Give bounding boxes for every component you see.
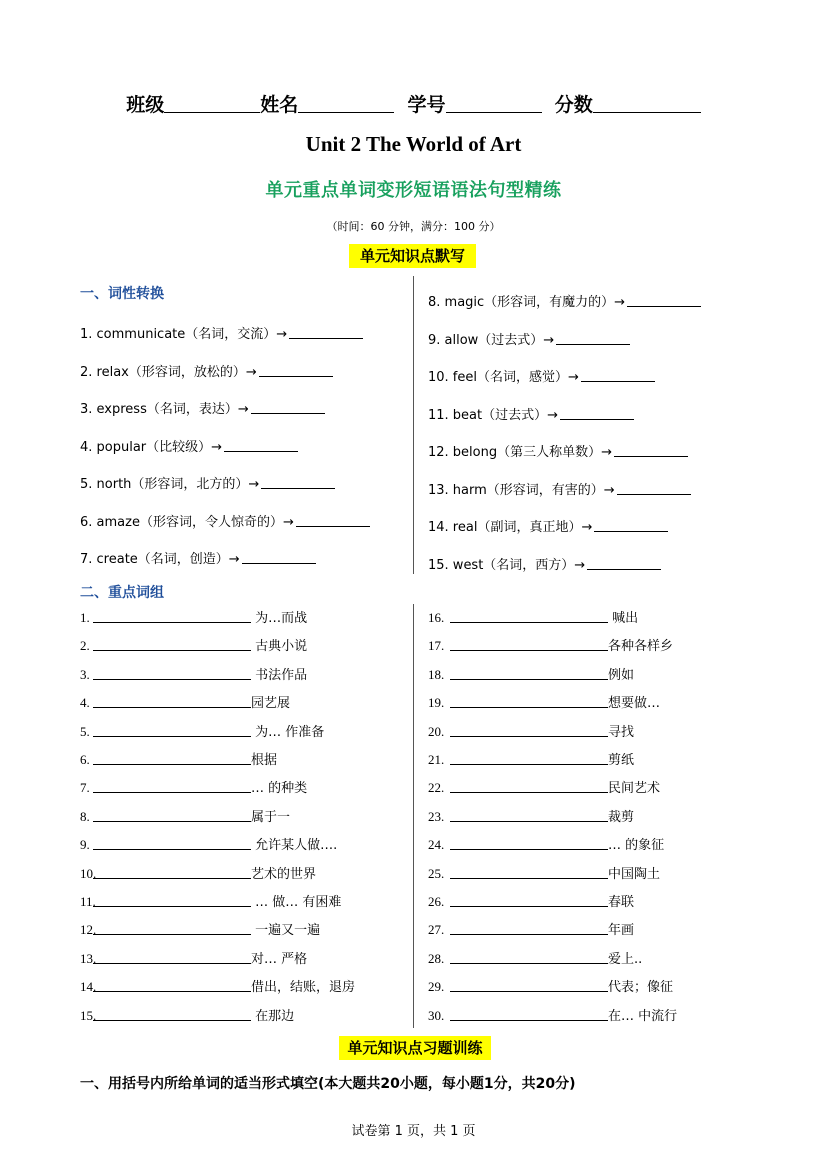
answer-blank[interactable] bbox=[93, 1007, 251, 1021]
phrase-item bbox=[80, 919, 320, 938]
answer-blank[interactable] bbox=[93, 666, 251, 680]
answer-blank[interactable] bbox=[627, 293, 701, 307]
phrase-number: 21. bbox=[428, 752, 445, 767]
word-form-item bbox=[80, 473, 335, 492]
phrase-item bbox=[80, 834, 337, 853]
phrase-item bbox=[428, 664, 634, 683]
word-form-prompt: 10. feel（名词，感觉）→ bbox=[428, 370, 579, 385]
word-form-prompt: 8. magic（形容词，有魔力的）→ bbox=[428, 295, 626, 310]
phrase-number: 2. bbox=[80, 638, 90, 654]
phrase-number: 14. bbox=[80, 979, 97, 995]
phrase-meaning: 一遍又一遍 bbox=[251, 923, 321, 939]
word-form-prompt: 9. allow（过去式）→ bbox=[428, 332, 555, 348]
phrase-number: 5. bbox=[80, 723, 90, 739]
phrase-item bbox=[80, 749, 277, 768]
phrase-item bbox=[428, 806, 634, 825]
answer-blank[interactable] bbox=[587, 556, 661, 570]
word-form-prompt: 4. popular（比较级）→ bbox=[80, 439, 223, 455]
answer-blank[interactable] bbox=[594, 518, 668, 532]
word-form-prompt: 11. beat（过去式）→ bbox=[428, 407, 559, 423]
phrase-meaning: 为…而战 bbox=[251, 611, 308, 626]
word-form-prompt: 14. real（副词，真正地）→ bbox=[428, 520, 593, 535]
word-form-prompt: 6. amaze（形容词，令人惊奇的）→ bbox=[80, 514, 294, 530]
phrase-meaning: 古典小说 bbox=[251, 639, 308, 655]
phrase-item bbox=[80, 721, 324, 740]
page-title: Unit 2 The World of Art bbox=[305, 132, 522, 156]
class-blank[interactable] bbox=[164, 92, 260, 113]
phrase-meaning: 根据 bbox=[251, 753, 278, 768]
phrase-meaning: 例如 bbox=[608, 667, 635, 683]
answer-blank[interactable] bbox=[556, 331, 630, 345]
phrase-number: 7. bbox=[80, 780, 90, 796]
name-label: 姓名 bbox=[260, 94, 299, 116]
word-form-prompt: 3. express（名词，表达）→ bbox=[80, 402, 249, 417]
page-subtitle: 单元重点单词变形短语语法句型精练 bbox=[265, 180, 562, 201]
phrase-number: 8. bbox=[80, 808, 90, 824]
answer-blank[interactable] bbox=[242, 550, 316, 564]
phrase-item bbox=[428, 607, 638, 626]
phrase-meaning: 允许某人做…. bbox=[251, 838, 338, 854]
phrase-item bbox=[428, 976, 673, 995]
word-form-item bbox=[80, 511, 370, 530]
id-blank[interactable] bbox=[446, 92, 542, 113]
phrase-meaning: 为… 作准备 bbox=[251, 724, 325, 740]
word-form-item bbox=[428, 291, 701, 310]
phrase-meaning: 书法作品 bbox=[251, 667, 308, 683]
word-form-item bbox=[428, 366, 655, 385]
word-form-prompt: 1. communicate（名词，交流）→ bbox=[80, 327, 288, 342]
question-title: 一、用括号内所给单词的适当形式填空(本大题共20小题，每小题1分，共20分) bbox=[80, 1076, 576, 1092]
phrase-number: 13. bbox=[80, 950, 97, 966]
word-form-item bbox=[80, 323, 363, 342]
phrase-meaning: 艺术的世界 bbox=[251, 866, 317, 882]
name-blank[interactable] bbox=[298, 92, 394, 113]
id-label: 学号 bbox=[407, 94, 446, 116]
answer-blank[interactable] bbox=[617, 481, 691, 495]
phrase-meaning: 借出，结账，退房 bbox=[251, 980, 356, 996]
phrase-meaning: 想要做… bbox=[608, 696, 661, 712]
column-divider bbox=[413, 604, 414, 1028]
phrase-meaning: 属于一 bbox=[251, 809, 291, 825]
answer-blank[interactable] bbox=[93, 637, 251, 651]
phrase-meaning: … 的种类 bbox=[251, 781, 308, 797]
phrase-number: 29. bbox=[428, 979, 445, 995]
answer-blank[interactable] bbox=[581, 368, 655, 382]
score-label: 分数 bbox=[554, 94, 593, 116]
phrase-number: 10. bbox=[80, 865, 97, 881]
answer-blank[interactable] bbox=[450, 893, 608, 907]
phrase-item bbox=[428, 834, 664, 853]
time-note: （时间：60 分钟，满分：100 分） bbox=[326, 220, 501, 233]
answer-blank[interactable] bbox=[296, 513, 370, 527]
phrase-number: 15. bbox=[80, 1007, 97, 1023]
phrase-item bbox=[428, 721, 634, 740]
phrase-item bbox=[80, 976, 355, 995]
answer-blank[interactable] bbox=[450, 666, 608, 680]
answer-blank[interactable] bbox=[560, 406, 634, 420]
phrase-item bbox=[428, 919, 634, 938]
answer-blank[interactable] bbox=[450, 921, 608, 935]
phrase-meaning: 喊出 bbox=[608, 611, 639, 626]
phrase-number: 3. bbox=[80, 666, 90, 682]
word-form-item bbox=[428, 404, 634, 423]
answer-blank[interactable] bbox=[93, 694, 251, 708]
phrase-meaning: 对… 严格 bbox=[251, 951, 308, 967]
section-title-phrases: 二、重点词组 bbox=[80, 585, 164, 601]
answer-blank[interactable] bbox=[450, 978, 608, 992]
phrase-item bbox=[428, 948, 642, 967]
phrase-item bbox=[80, 692, 290, 711]
answer-blank[interactable] bbox=[93, 609, 251, 623]
answer-blank[interactable] bbox=[450, 694, 608, 708]
phrase-item bbox=[428, 1005, 677, 1024]
word-form-item bbox=[428, 441, 688, 460]
answer-blank[interactable] bbox=[614, 443, 688, 457]
answer-blank[interactable] bbox=[450, 836, 608, 850]
phrase-item bbox=[428, 749, 634, 768]
word-form-item bbox=[428, 516, 668, 535]
phrase-number: 27. bbox=[428, 922, 445, 938]
phrase-number: 26. bbox=[428, 894, 445, 909]
phrase-number: 1. bbox=[80, 610, 90, 625]
phrase-item bbox=[80, 635, 307, 654]
answer-blank[interactable] bbox=[450, 609, 608, 623]
answer-blank[interactable] bbox=[450, 808, 608, 822]
phrase-item bbox=[80, 664, 307, 683]
answer-blank[interactable] bbox=[93, 865, 251, 879]
phrase-meaning: … 做… 有困难 bbox=[251, 895, 342, 910]
word-form-item bbox=[80, 398, 325, 417]
phrase-meaning: 剪纸 bbox=[608, 753, 635, 768]
word-form-item bbox=[428, 479, 691, 498]
answer-blank[interactable] bbox=[259, 363, 333, 377]
phrase-meaning: 民间艺术 bbox=[608, 781, 661, 797]
phrase-number: 12. bbox=[80, 922, 97, 938]
phrase-number: 9. bbox=[80, 837, 90, 853]
section-title-word-forms: 一、词性转换 bbox=[80, 286, 164, 302]
phrase-number: 30. bbox=[428, 1007, 445, 1023]
phrase-item bbox=[80, 607, 307, 626]
answer-blank[interactable] bbox=[93, 950, 251, 964]
phrase-number: 25. bbox=[428, 865, 445, 881]
phrase-number: 6. bbox=[80, 752, 90, 767]
answer-blank[interactable] bbox=[450, 950, 608, 964]
phrase-meaning: 年画 bbox=[608, 923, 635, 939]
phrase-meaning: 代表；像征 bbox=[608, 980, 674, 996]
phrase-number: 28. bbox=[428, 950, 445, 966]
phrase-item bbox=[80, 1005, 294, 1024]
phrase-number: 23. bbox=[428, 808, 445, 824]
page-footer: 试卷第 1 页，共 1 页 bbox=[351, 1124, 476, 1139]
word-form-prompt: 7. create（名词，创造）→ bbox=[80, 552, 240, 567]
answer-blank[interactable] bbox=[93, 893, 251, 907]
phrase-meaning: 裁剪 bbox=[608, 809, 635, 825]
phrase-item bbox=[428, 891, 634, 910]
section-banner-exercises: 单元知识点习题训练 bbox=[339, 1036, 491, 1060]
phrase-number: 11. bbox=[80, 894, 96, 909]
phrase-meaning: 中国陶土 bbox=[608, 866, 661, 882]
phrase-number: 24. bbox=[428, 837, 445, 853]
answer-blank[interactable] bbox=[93, 836, 251, 850]
word-form-prompt: 12. belong（第三人称单数）→ bbox=[428, 445, 613, 460]
phrase-item bbox=[80, 891, 341, 910]
answer-blank[interactable] bbox=[251, 400, 325, 414]
phrase-item bbox=[428, 692, 660, 711]
phrase-meaning: 爱上.. bbox=[608, 951, 643, 967]
answer-blank[interactable] bbox=[93, 751, 251, 765]
answer-blank[interactable] bbox=[93, 978, 251, 992]
word-form-prompt: 13. harm（形容词，有害的）→ bbox=[428, 482, 615, 498]
word-form-item bbox=[428, 329, 630, 348]
phrase-number: 16. bbox=[428, 610, 445, 625]
student-info-line bbox=[0, 90, 827, 117]
answer-blank[interactable] bbox=[261, 475, 335, 489]
phrase-item bbox=[428, 777, 660, 796]
answer-blank[interactable] bbox=[450, 637, 608, 651]
word-form-item bbox=[428, 554, 661, 573]
word-form-prompt: 15. west（名词，西方）→ bbox=[428, 557, 586, 573]
word-form-prompt: 2. relax（形容词，放松的）→ bbox=[80, 364, 257, 380]
phrase-number: 18. bbox=[428, 666, 445, 682]
word-form-item bbox=[80, 548, 316, 567]
phrase-item bbox=[80, 863, 316, 882]
phrase-item bbox=[80, 806, 290, 825]
answer-blank[interactable] bbox=[93, 808, 251, 822]
phrase-item bbox=[428, 635, 673, 654]
phrase-number: 4. bbox=[80, 695, 90, 711]
word-form-item bbox=[80, 436, 298, 455]
answer-blank[interactable] bbox=[450, 751, 608, 765]
class-label: 班级 bbox=[126, 94, 165, 116]
answer-blank[interactable] bbox=[450, 1007, 608, 1021]
phrase-meaning: 春联 bbox=[608, 895, 635, 910]
phrase-item bbox=[428, 863, 660, 882]
phrase-number: 17. bbox=[428, 638, 445, 654]
word-form-item bbox=[80, 361, 333, 380]
answer-blank[interactable] bbox=[289, 325, 363, 339]
phrase-meaning: … 的象征 bbox=[608, 838, 665, 854]
phrase-number: 22. bbox=[428, 780, 445, 796]
phrase-item bbox=[80, 948, 307, 967]
answer-blank[interactable] bbox=[450, 865, 608, 879]
phrase-meaning: 各种各样乡 bbox=[608, 639, 674, 655]
phrase-number: 20. bbox=[428, 723, 445, 739]
phrase-item bbox=[80, 777, 307, 796]
answer-blank[interactable] bbox=[450, 723, 608, 737]
phrase-meaning: 在… 中流行 bbox=[608, 1008, 678, 1024]
answer-blank[interactable] bbox=[224, 438, 298, 452]
phrase-meaning: 园艺展 bbox=[251, 696, 291, 712]
answer-blank[interactable] bbox=[93, 921, 251, 935]
phrase-meaning: 在那边 bbox=[251, 1008, 295, 1024]
word-form-prompt: 5. north（形容词，北方的）→ bbox=[80, 477, 260, 492]
answer-blank[interactable] bbox=[450, 779, 608, 793]
phrase-number: 19. bbox=[428, 695, 445, 711]
score-blank[interactable] bbox=[593, 92, 701, 113]
answer-blank[interactable] bbox=[93, 723, 251, 737]
column-divider bbox=[413, 276, 414, 574]
phrase-meaning: 寻找 bbox=[608, 724, 635, 740]
section-banner-dictation: 单元知识点默写 bbox=[349, 244, 476, 268]
answer-blank[interactable] bbox=[93, 779, 251, 793]
